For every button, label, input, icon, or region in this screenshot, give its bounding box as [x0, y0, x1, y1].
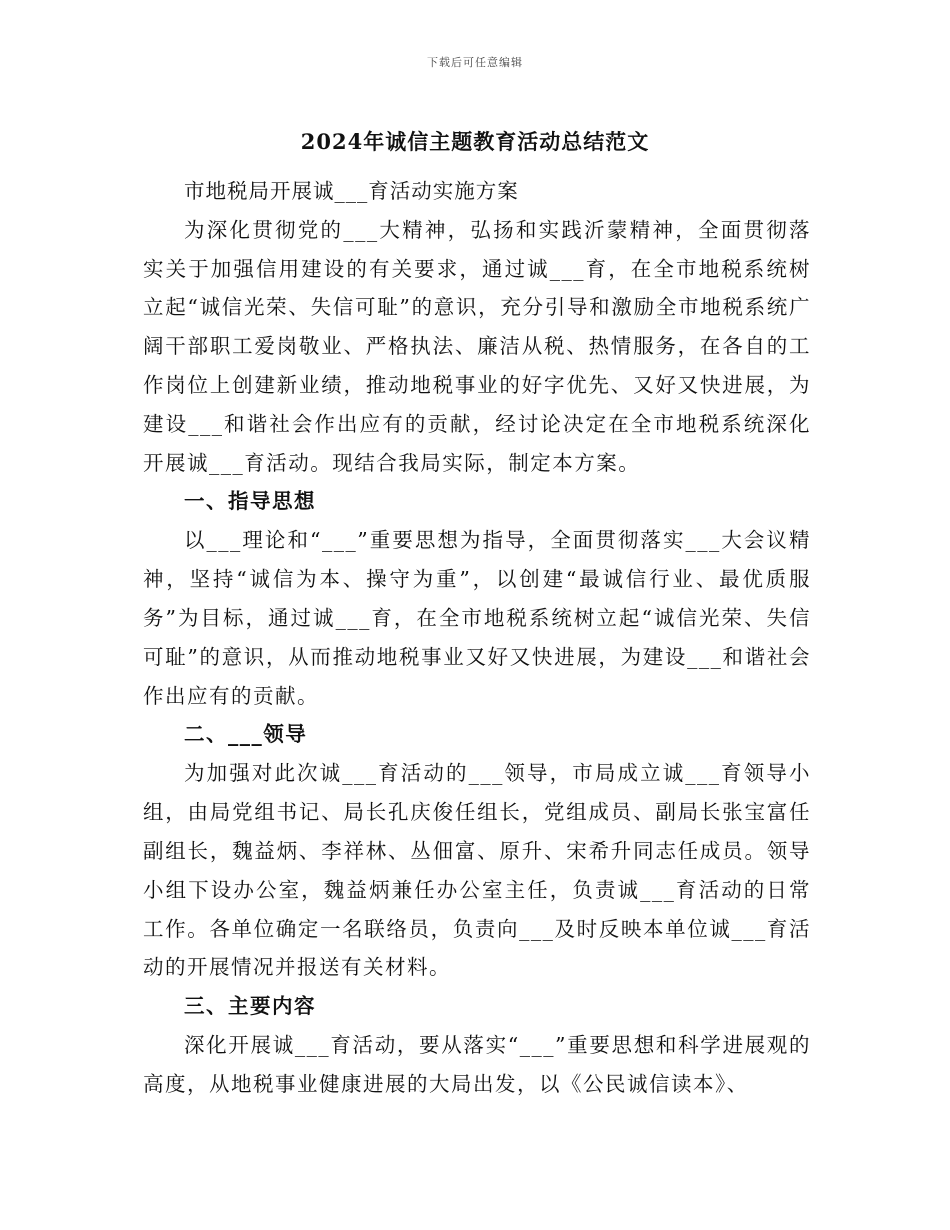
guiding-ideology-paragraph: 以___理论和“___”重要思想为指导，全面贯彻落实___大会议精神，坚持“诚信为本、操守为重”，以创建“最诚信行业、最优质服务”为目标，通过诚___育，在全市地税系统树立起“诚信光荣、失信可耻”的意识，从而推动地税事业又好又快进展，为建设___和谐社会作出应有的贡献。	[143, 528, 811, 708]
intro-paragraph: 为深化贯彻党的___大精神，弘扬和实践沂蒙精神，全面贯彻落实关于加强信用建设的有关要求，通过诚___育，在全市地税系统树立起“诚信光荣、失信可耻”的意识，充分引导和激励全市地税系统广阔干部职工爱岗敬业、严格执法、廉洁从税、热情服务，在各自的工作岗位上创建新业绩，推动地税事业的好字优先、又好又快进展，为建设___和谐社会作出应有的贡献，经讨论决定在全市地税系统深化开展诚___育活动。现结合我局实际，制定本方案。	[143, 217, 811, 475]
leadership-paragraph: 为加强对此次诚___育活动的___领导，市局成立诚___育领导小组，由局党组书记、局长孔庆俊任组长，党组成员、副局长张宝富任副组长，魏益炳、李祥林、丛佃富、原升、宋希升同志任成员。领导小组下设办公室，魏益炳兼任办公室主任，负责诚___育活动的日常工作。各单位确定一名联络员，负责向___及时反映本单位诚___育活动的开展情况并报送有关材料。	[143, 761, 811, 980]
document-body	[143, 172, 811, 1104]
section-heading-main-content: 三、主要内容	[184, 994, 316, 1019]
document-title: 2024年诚信主题教育活动总结范文	[300, 129, 650, 154]
header-note: 下载后可任意编辑	[427, 56, 523, 69]
main-content-paragraph: 深化开展诚___育活动，要从落实“___”重要思想和科学进展观的高度，从地税事业健康进展的大局出发，以《公民诚信读本》、	[143, 1033, 811, 1096]
section-heading-guiding-ideology: 一、指导思想	[184, 489, 316, 514]
section-heading-leadership: 二、___领导	[184, 722, 308, 747]
plan-subtitle: 市地税局开展诚___育活动实施方案	[184, 179, 519, 203]
